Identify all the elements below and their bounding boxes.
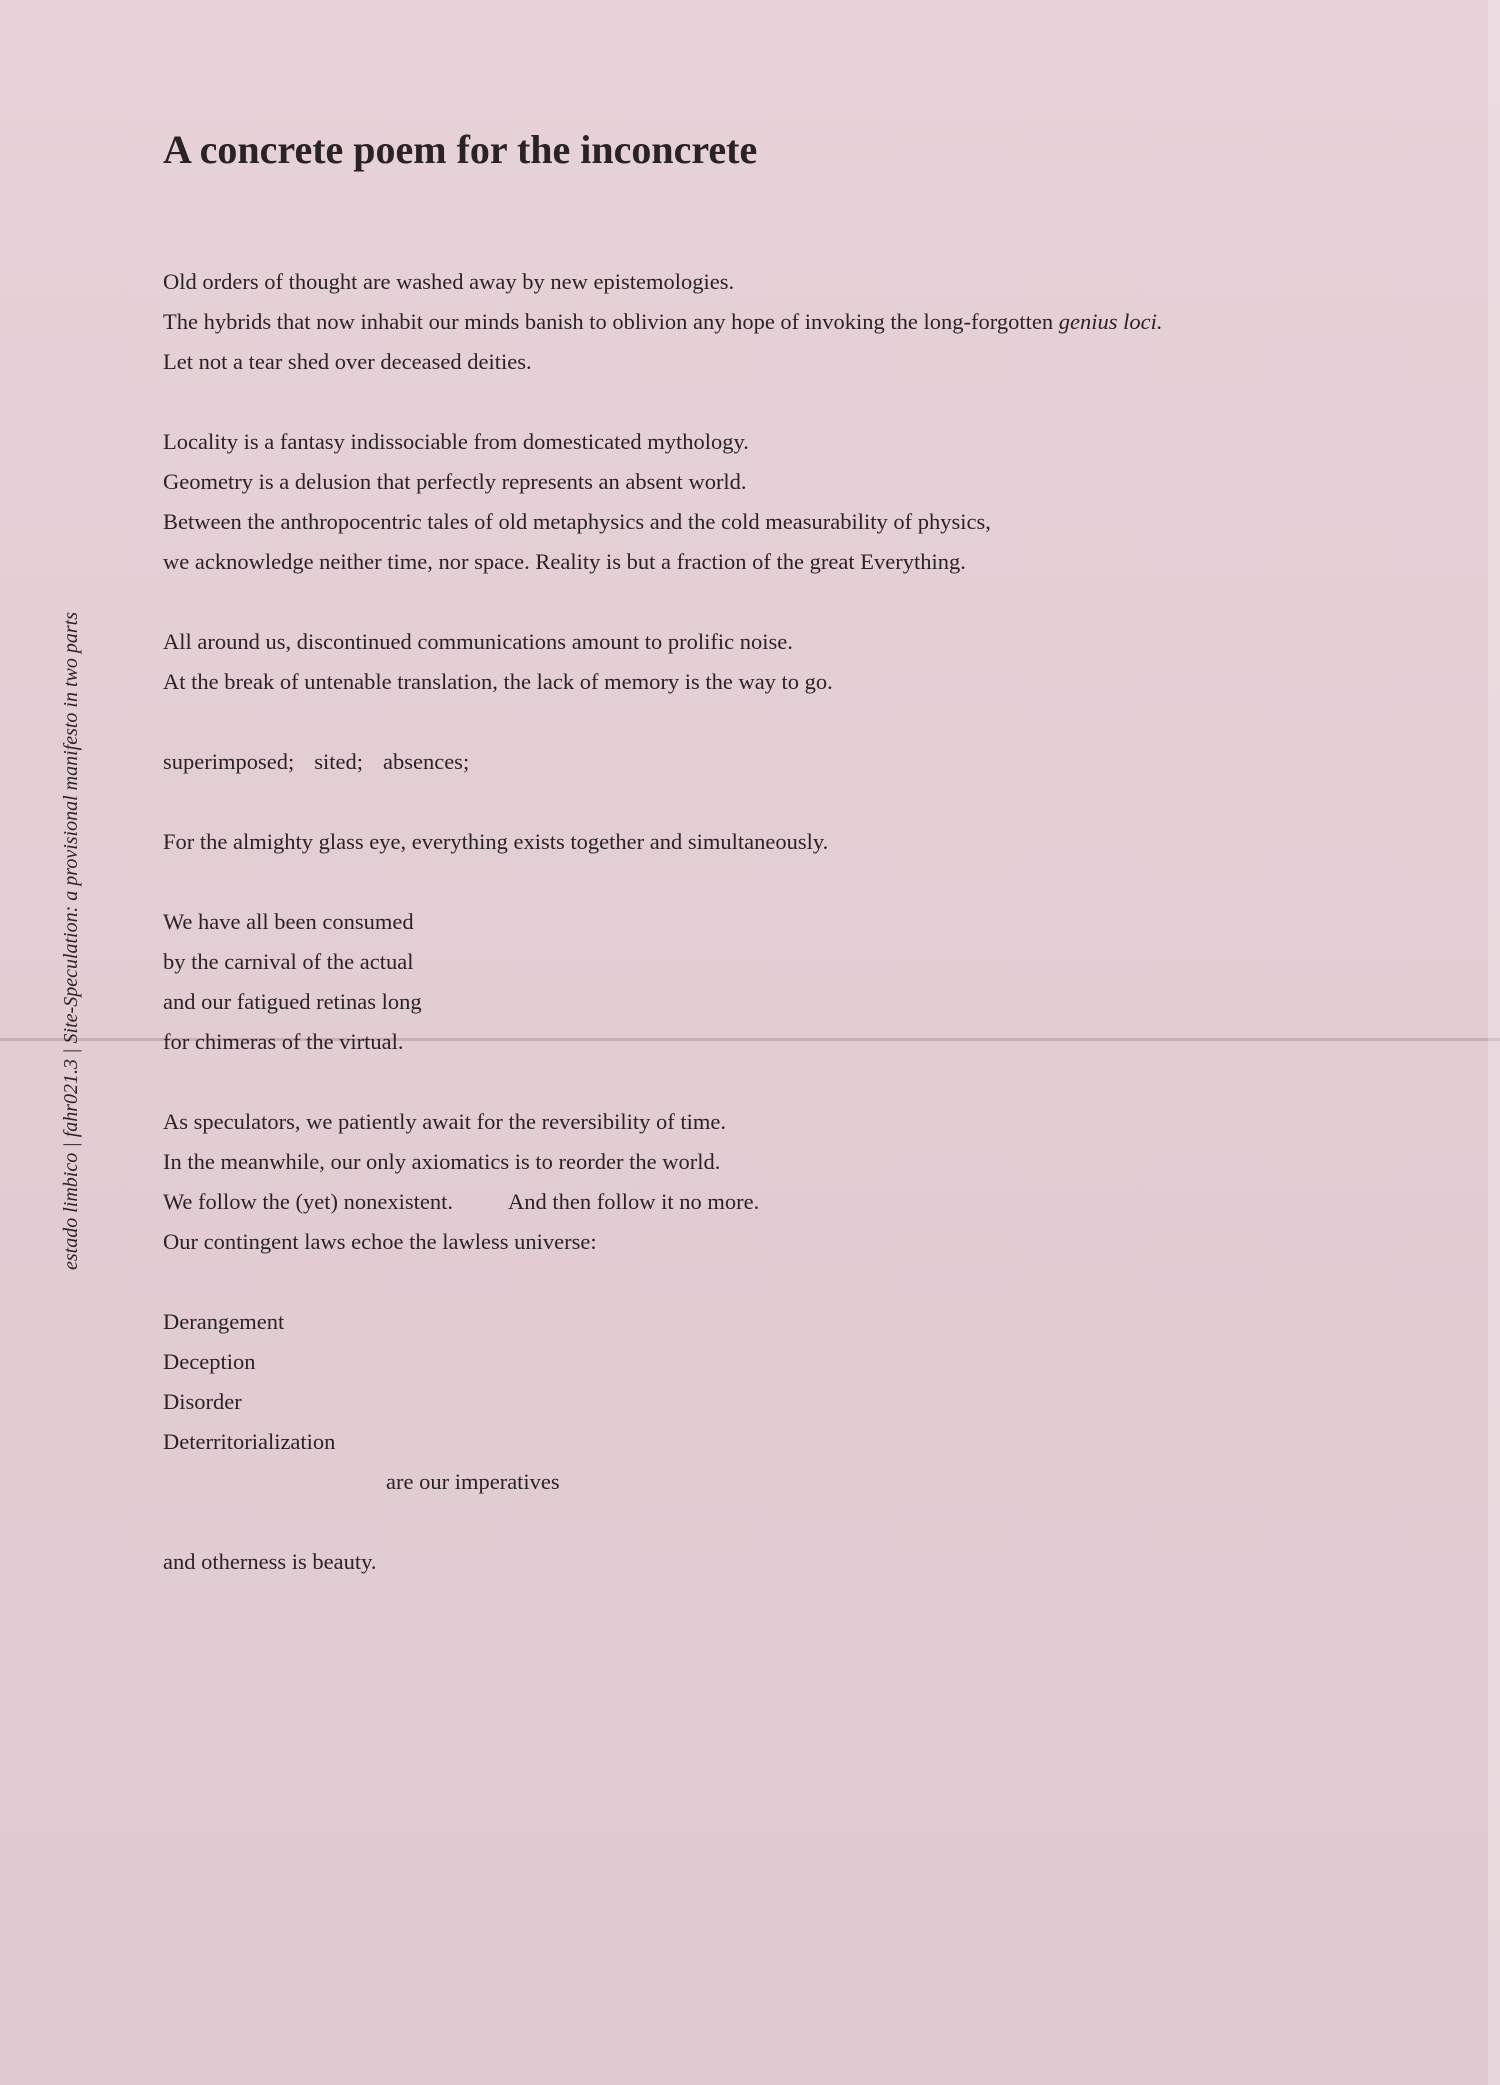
poem-line: Old orders of thought are washed away by new epistemologies.	[163, 269, 735, 294]
poem-line: Deception	[163, 1349, 256, 1374]
stanza-7	[163, 1102, 1363, 1262]
stanza-8	[163, 1302, 1363, 1502]
poem-line: and our fatigued retinas long	[163, 989, 422, 1014]
poem-line: Locality is a fantasy indissociable from domesticated mythology.	[163, 429, 749, 454]
poem-line: We have all been consumed	[163, 909, 414, 934]
poem-line	[163, 302, 1363, 342]
poem-line: Geometry is a delusion that perfectly represents an absent world.	[163, 469, 747, 494]
stanza-9	[163, 1542, 1363, 1582]
poem-line-text: And then follow it no more.	[507, 1189, 760, 1214]
poem-line: Disorder	[163, 1389, 242, 1414]
poem-line: by the carnival of the actual	[163, 949, 414, 974]
poem-line-text: The hybrids that now inhabit our minds banish to oblivion any hope of invoking the long-forgotten	[163, 309, 1059, 334]
poem-line-text: We follow the (yet) nonexistent.	[163, 1189, 453, 1214]
poem-line	[163, 1182, 1363, 1222]
stanza-6	[163, 902, 1363, 1062]
poem-word: sited;	[314, 749, 363, 774]
emphasized-text: genius loci.	[1058, 309, 1163, 334]
poem-line: Between the anthropocentric tales of old metaphysics and the cold measurability of physics,	[163, 509, 991, 534]
sidebar-caption: estado limbico | fahr021.3 | Site-Speculation: a provisional manifesto in two parts	[60, 612, 82, 1270]
poem-line: For the almighty glass eye, everything exists together and simultaneously.	[163, 829, 829, 854]
poem-line: for chimeras of the virtual.	[163, 1029, 404, 1054]
poem-line: In the meanwhile, our only axiomatics is to reorder the world.	[163, 1149, 721, 1174]
stanza-5	[163, 822, 1363, 862]
poem-word: absences;	[382, 749, 470, 774]
poem-line	[163, 742, 1363, 782]
poem-line: Our contingent laws echoe the lawless universe:	[163, 1229, 597, 1254]
poem-line: Deterritorialization	[163, 1429, 336, 1454]
poem-word: superimposed;	[163, 749, 295, 774]
paper-edge	[1488, 0, 1500, 2085]
stanza-3	[163, 622, 1363, 702]
poem-line: we acknowledge neither time, nor space. Reality is but a fraction of the great Everything.	[163, 549, 966, 574]
poem-line: are our imperatives	[386, 1469, 560, 1494]
poem-line: All around us, discontinued communications amount to prolific noise.	[163, 629, 793, 654]
stanza-4	[163, 742, 1363, 782]
poem-body	[163, 262, 1363, 1622]
poem-line: As speculators, we patiently await for the reversibility of time.	[163, 1109, 726, 1134]
poem-line: Let not a tear shed over deceased deities.	[163, 349, 532, 374]
poem-line: At the break of untenable translation, the lack of memory is the way to go.	[163, 669, 833, 694]
poem-line: Derangement	[163, 1309, 285, 1334]
stanza-2	[163, 422, 1363, 582]
poem-title: A concrete poem for the inconcrete	[163, 127, 758, 172]
poem-line: and otherness is beauty.	[163, 1549, 377, 1574]
stanza-1	[163, 262, 1363, 382]
